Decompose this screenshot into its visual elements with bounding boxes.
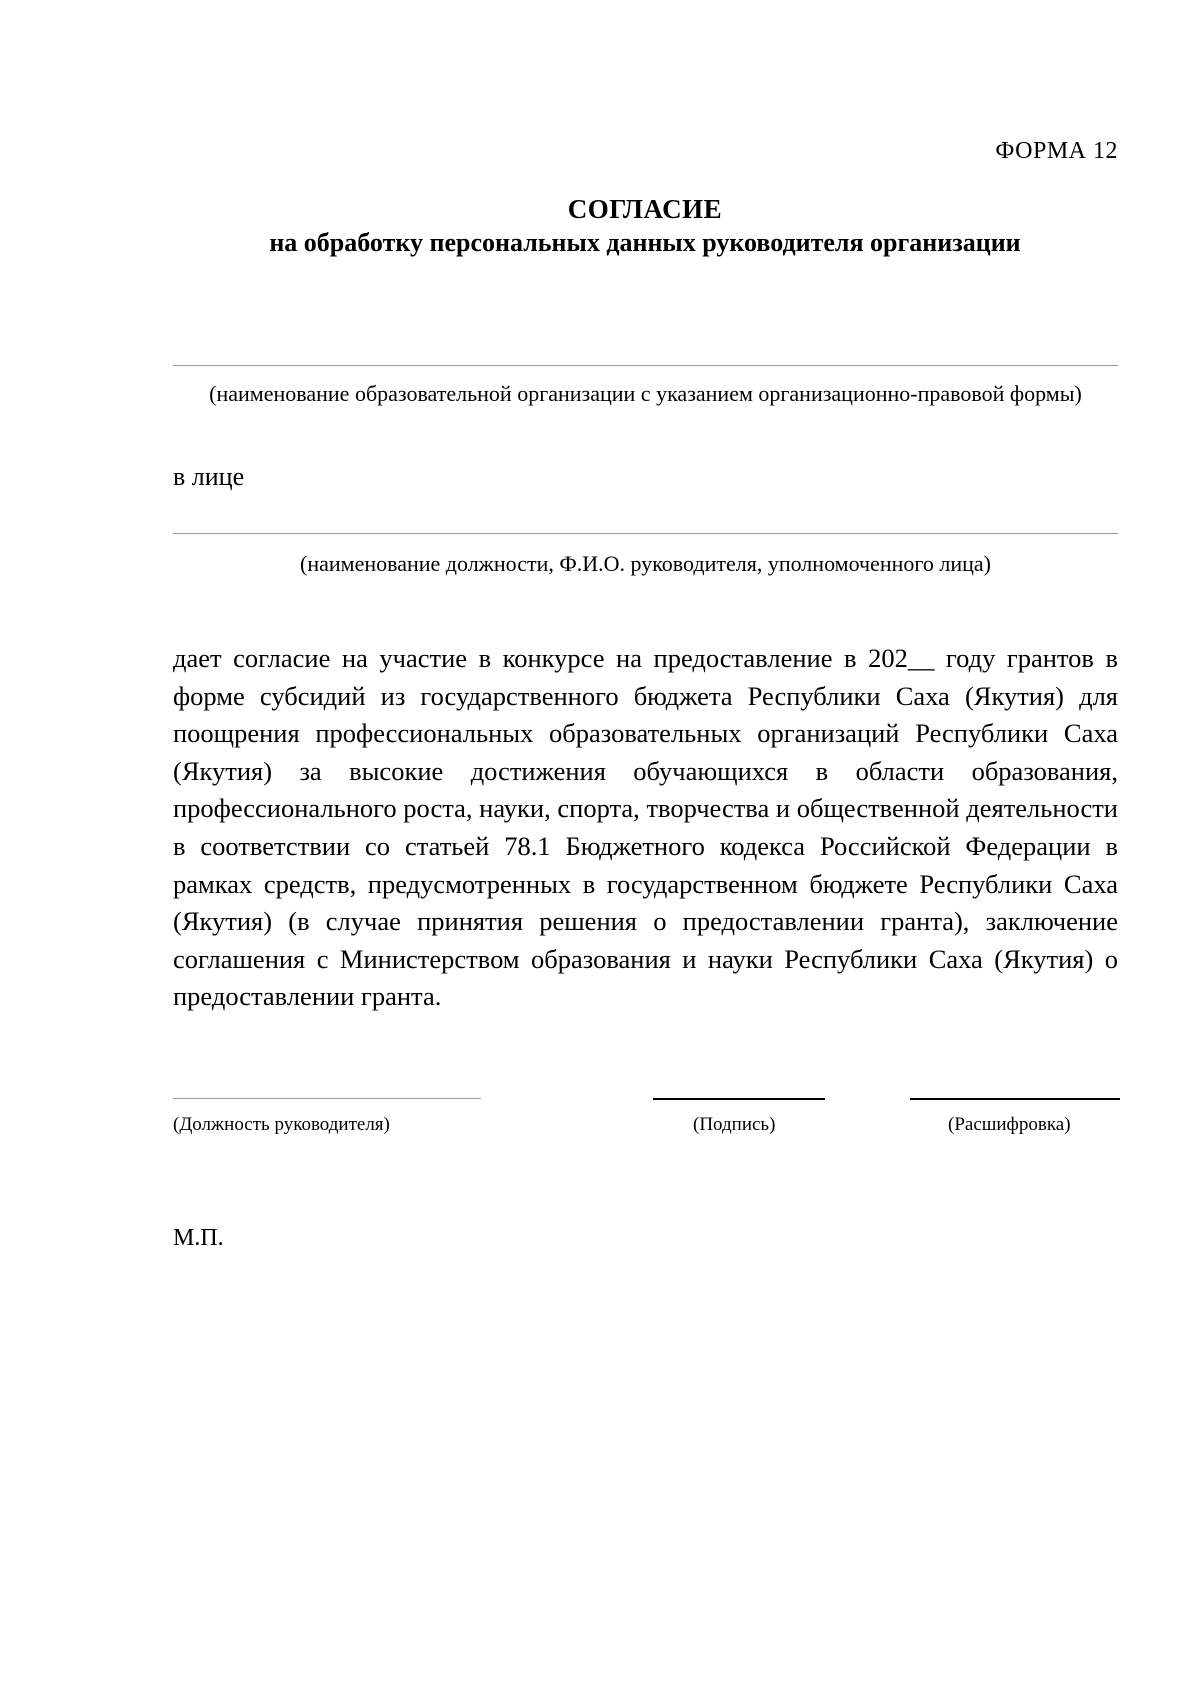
form-number: ФОРМА 12: [995, 138, 1118, 164]
in-person-label: в лице: [173, 462, 245, 491]
signature-caption: (Подпись): [693, 1114, 776, 1135]
name-decoding-line[interactable]: [910, 1098, 1120, 1100]
position-signature-line[interactable]: [173, 1098, 481, 1099]
position-caption: (Должность руководителя): [173, 1114, 390, 1135]
person-fill-line[interactable]: [173, 533, 1118, 534]
document-subtitle: на обработку персональных данных руководителя организации: [269, 228, 1021, 257]
stamp-label: М.П.: [173, 1225, 224, 1251]
document-title-block: [0, 192, 1200, 260]
person-caption: (наименование должности, Ф.И.О. руководителя, уполномоченного лица): [300, 551, 991, 576]
organization-fill-line[interactable]: [173, 365, 1118, 366]
document-title: СОГЛАСИЕ: [567, 194, 723, 224]
signature-line[interactable]: [653, 1098, 825, 1100]
organization-caption: (наименование образовательной организации с указанием организационно-правовой формы): [209, 381, 1082, 406]
consent-body-text: дает согласие на участие в конкурсе на предоставление в 202__ году грантов в форме субсидий из государственного бюджета Республики Саха (Якутия) для поощрения профессиональных образовательных организаций Республики Саха (Якутия) за высокие достижения обучающихся в области образования, профессионального роста, науки, спорта, творчества и общественной деятельности в соответствии со статьей 78.1 Бюджетного кодекса Российской Федерации в рамках средств, предусмотренных в государственном бюджете Республики Саха (Якутия) (в случае принятия решения о предоставлении гранта), заключение соглашения с Министерством образования и науки Республики Саха (Якутия) о предоставлении гранта.: [173, 643, 1118, 1012]
name-decoding-caption: (Расшифровка): [948, 1114, 1071, 1135]
